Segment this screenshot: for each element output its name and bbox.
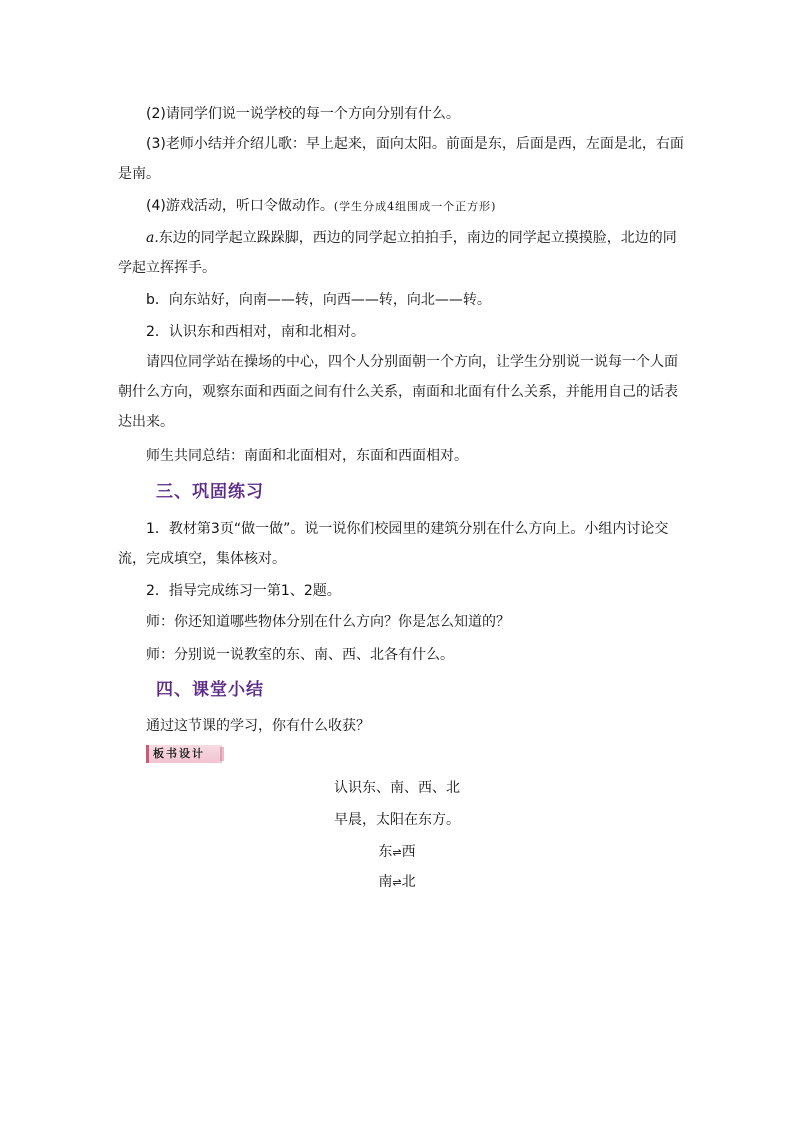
para-line1: 请四位同学站在操场的中心，四个人分别面朝一个方向，让学生分别说一说每一个人面: [146, 354, 678, 370]
point-2: 2．认识东和西相对，南和北相对。: [146, 324, 365, 340]
s3-item1-line2: 流，完成填空，集体核对。: [118, 551, 286, 567]
item-a-line1: [146, 228, 677, 248]
section-3-heading: 三、巩固练习: [156, 482, 264, 502]
item-b: b．向东站好，向南——转，向西——转，向北——转。: [146, 292, 491, 308]
east-label: 东: [378, 844, 393, 860]
s3-item2: 2．指导完成练习一第1、2题。: [146, 583, 341, 599]
board-east-west: [0, 842, 794, 863]
east-west-arrow-icon: ⇌: [392, 846, 402, 859]
south-north-arrow-icon: ⇌: [392, 876, 402, 889]
board-line1: 早晨，太阳在东方。: [334, 812, 460, 828]
item-a-text: 东边的同学起立跺跺脚，西边的同学起立拍拍手，南边的同学起立摸摸脸，北边的同: [158, 230, 677, 246]
item-2: (2)请同学们说一说学校的每一个方向分别有什么。: [146, 106, 460, 122]
s3-teacher1: 师：你还知道哪些物体分别在什么方向？你是怎么知道的？: [146, 614, 510, 630]
item-a-letter: a.: [146, 230, 159, 246]
west-label: 西: [401, 844, 416, 860]
item-3-line1: (3)老师小结并介绍儿歌：早上起来，面向太阳。前面是东，后面是西，左面是北，右面: [146, 136, 684, 152]
s4-question: 通过这节课的学习，你有什么收获？: [146, 718, 370, 734]
north-label: 北: [401, 874, 416, 890]
s3-item1-line1: 1．教材第3页“做一做”。说一说你们校园里的建筑分别在什么方向上。小组内讨论交: [146, 521, 669, 537]
item-3-line2: 是南。: [118, 166, 160, 182]
summary: 师生共同总结：南面和北面相对，东面和西面相对。: [146, 448, 468, 464]
s3-teacher2: 师：分别说一说教室的东、南、西、北各有什么。: [146, 647, 454, 663]
para-line2: 朝什么方向，观察东面和西面之间有什么关系，南面和北面有什么关系，并能用自己的话表: [118, 384, 678, 400]
section-4-heading: 四、课堂小结: [156, 680, 264, 700]
board-south-north: [0, 872, 794, 893]
item-4: [146, 196, 496, 217]
item-4-text: (4)游戏活动，听口令做动作。: [146, 198, 334, 214]
board-title: 认识东、南、西、北: [334, 780, 460, 796]
item-4-note: (学生分成4组围成一个正方形): [333, 200, 497, 213]
board-design-badge: 板书设计: [146, 745, 222, 763]
item-a-line2: 学起立挥挥手。: [118, 260, 216, 276]
para-line3: 达出来。: [118, 414, 174, 430]
south-label: 南: [378, 874, 393, 890]
